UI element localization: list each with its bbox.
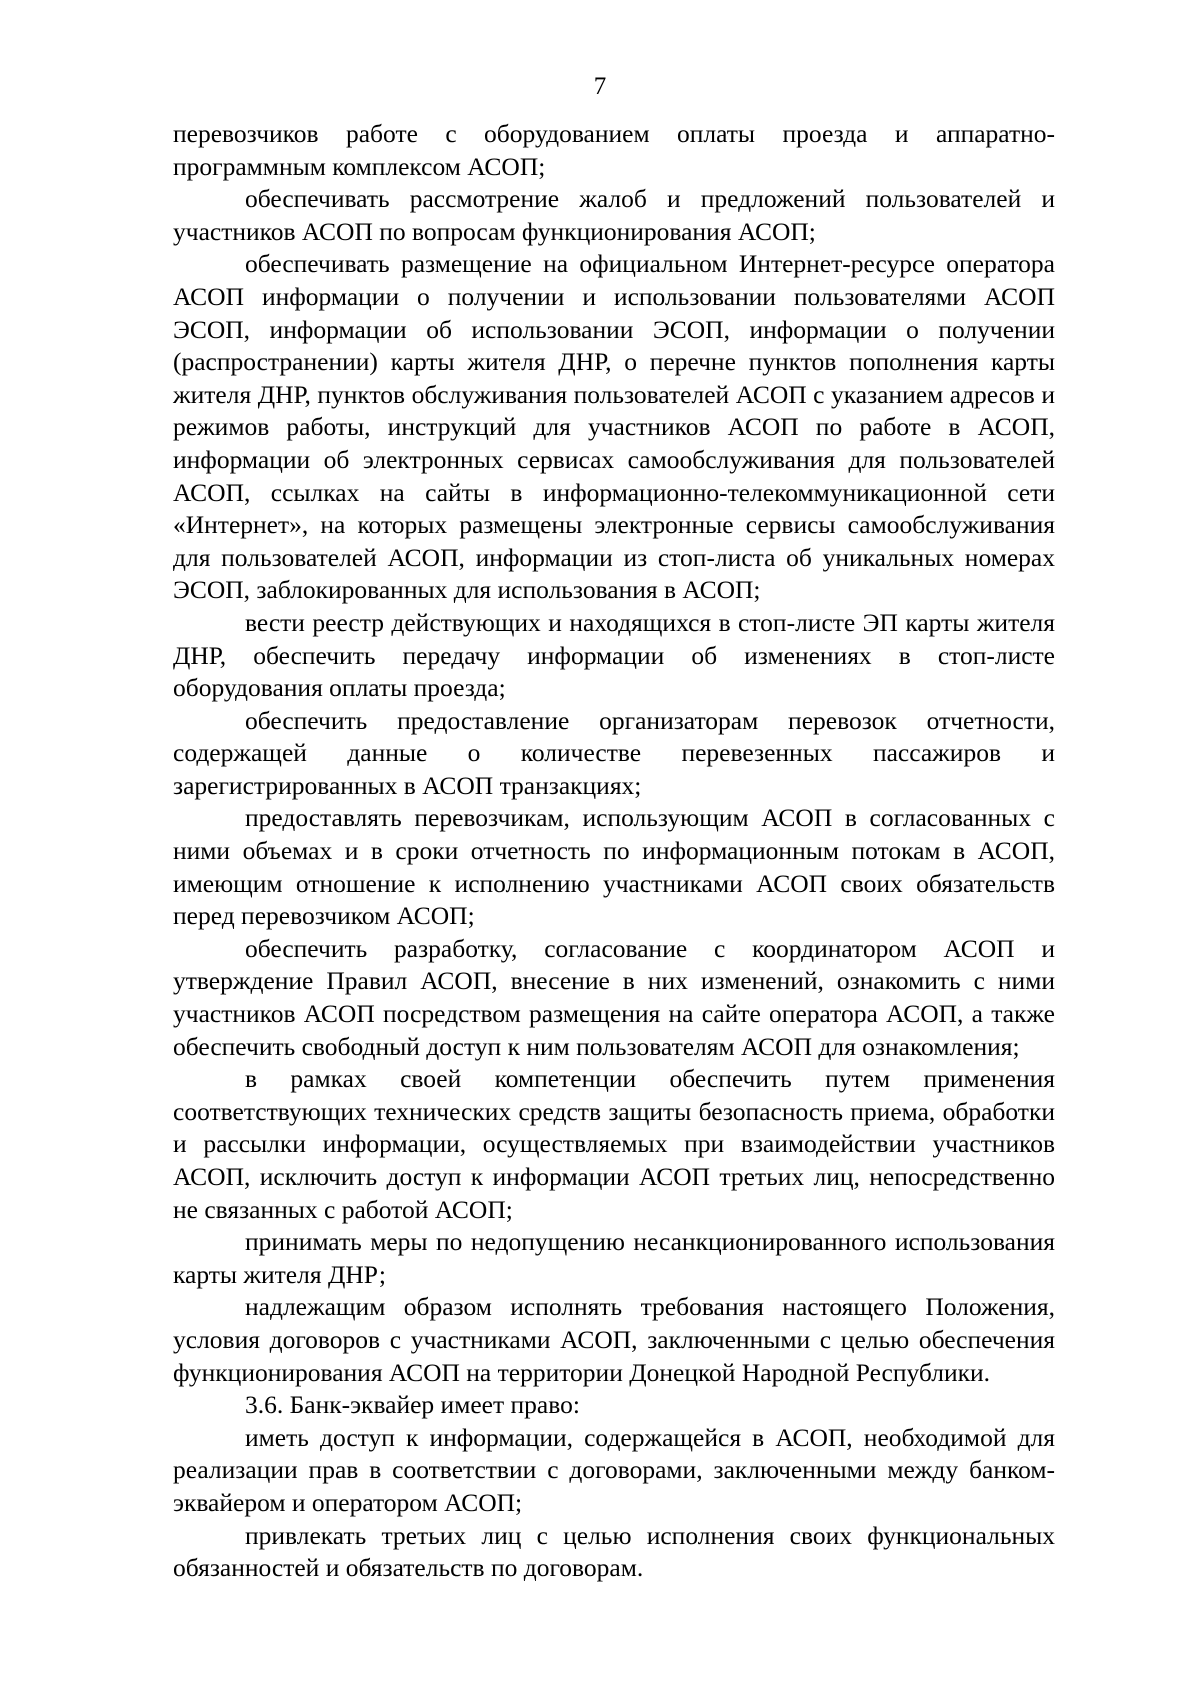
paragraph: вести реестр действующих и находящихся в стоп-листе ЭП карты жителя ДНР, обеспечить передачу информации об изменениях в стоп-листе оборудования оплаты проезда; xyxy=(173,607,1055,703)
document-body xyxy=(173,118,1055,1585)
paragraph: в рамках своей компетенции обеспечить путем применения соответствующих технических средств защиты безопасность приема, обработки и рассылки информации, осуществляемых при взаимодействии участников АСОП, исключить доступ к информации АСОП третьих лиц, непосредственно не связанных с работой АСОП; xyxy=(173,1064,1055,1224)
section-heading: 3.6. Банк-эквайер имеет право: xyxy=(245,1390,580,1420)
page-number: 7 xyxy=(593,73,607,100)
paragraph: обеспечить предоставление организаторам перевозок отчетности, содержащей данные о количестве перевезенных пассажиров и зарегистрированных в АСОП транзакциях; xyxy=(173,705,1055,800)
paragraph: обеспечить разработку, согласование с координатором АСОП и утверждение Правил АСОП, внесение в них изменений, ознакомить с ними участников АСОП посредством размещения на сайте оператора АСОП, а также обеспечить свободный доступ к ним пользователям АСОП для ознакомления; xyxy=(173,933,1055,1061)
paragraph: привлекать третьих лиц с целью исполнения своих функциональных обязанностей и обязательств по договорам. xyxy=(173,1520,1055,1583)
paragraph: перевозчиков работе с оборудованием оплаты проезда и аппаратно-программным комплексом АСОП; xyxy=(173,119,1055,181)
paragraph: иметь доступ к информации, содержащейся в АСОП, необходимой для реализации прав в соответствии с договорами, заключенными между банком-эквайером и оператором АСОП; xyxy=(173,1422,1055,1517)
paragraph: обеспечивать размещение на официальном Интернет-ресурсе оператора АСОП информации о получении и использовании пользователями АСОП ЭСОП, информации об использовании ЭСОП, информации о получении (распространении) карты жителя ДНР, о перечне пунктов пополнения карты жителя ДНР, пунктов обслуживания пользователей АСОП с указанием адресов и режимов работы, инструкций для участников АСОП по работе в АСОП, информации об электронных сервисах самообслуживания для пользователей АСОП, ссылках на сайты в информационно-телекоммуникационной сети «Интернет», на которых размещены электронные сервисы самообслуживания для пользователей АСОП, информации из стоп-листа об уникальных номерах ЭСОП, заблокированных для использования в АСОП; xyxy=(173,249,1055,605)
paragraph: надлежащим образом исполнять требования настоящего Положения, условия договоров с участниками АСОП, заключенными с целью обеспечения функционирования АСОП на территории Донецкой Народной Республики. xyxy=(173,1292,1055,1387)
paragraph: принимать меры по недопущению несанкционированного использования карты жителя ДНР; xyxy=(173,1227,1055,1289)
paragraph: обеспечивать рассмотрение жалоб и предложений пользователей и участников АСОП по вопросам функционирования АСОП; xyxy=(173,184,1055,246)
paragraph: предоставлять перевозчикам, использующим АСОП в согласованных с ними объемах и в сроки отчетность по информационным потокам в АСОП, имеющим отношение к исполнению участниками АСОП своих обязательств перед перевозчиком АСОП; xyxy=(173,803,1055,931)
